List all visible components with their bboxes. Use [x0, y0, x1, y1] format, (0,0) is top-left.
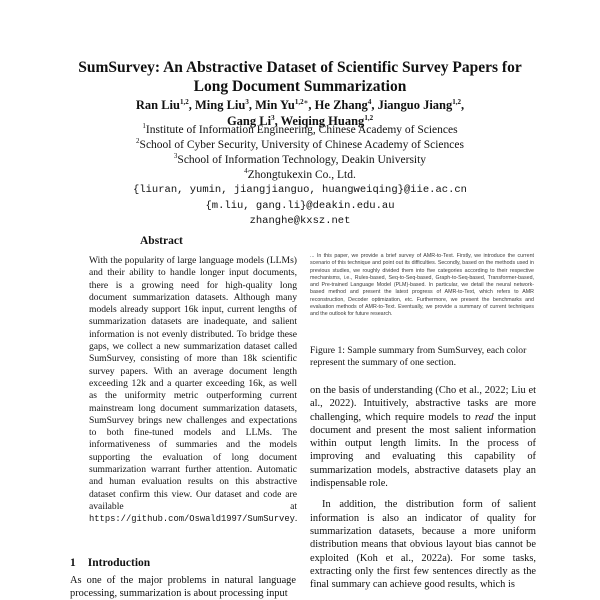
email-list — [60, 183, 540, 230]
abstract-heading: Abstract — [140, 235, 183, 247]
affiliation: $^4$Zhongtukexin Co., Ltd. — [244, 167, 356, 181]
code-link[interactable]: https://github.com/Oswald1997/SumSurvey — [89, 514, 295, 525]
figure-caption: Figure 1: Sample summary from SumSurvey, each color represent the summary of one section. — [310, 345, 527, 369]
author-line-2: Gang Li$^3$, Weiqing Huang$^{1,2}$ — [226, 113, 374, 128]
abstract-body: With the popularity of large language models (LLMs) and their ability to handle longer input documents, there is a growing need for high-quality long document summarization datasets. Although many models already support 16k input, current lengths of summarization datasets are inadequate, and salient information is not evenly distributed. To bridge these gaps, we collect a new summarization dataset called SumSurvey, consisting of more than 18k scientific survey papers. With an average document length exceeding 12k and a quarter exceeding 16k, as well as the uniformity metric outperforming current mainstream long document summarization datasets, SumSurvey brings new challenges and expectations to both fine-tuned models and LLMs. The informativeness of summaries and the models supporting the evaluation of long document summarization warrant further attention. Automatic and human evaluation results on this abstractive dataset confirm this view. Our dataset and code are available at https://github.com/Oswald1997/SumSurvey. — [89, 255, 298, 525]
paragraph: In addition, the distribution form of salient information is also an indicator of quality for summarization datasets, because a more uniform distribution means that obvious layout bias cannot be exploited (Koh et al., 2022a). For some tasks, extracting only the first few sentences directly as the final summary can achieve good results, which is — [310, 499, 536, 591]
email: zhanghe@kxsz.net — [249, 215, 351, 227]
section-heading-introduction: 1 Introduction — [70, 557, 151, 569]
paper-title: SumSurvey: An Abstractive Dataset of Scientific Survey Papers for Long Document Summarization — [78, 59, 522, 95]
affiliation: $^3$School of Information Technology, Deakin University — [173, 152, 427, 166]
email: {m.liu, gang.li}@deakin.edu.au — [205, 199, 395, 212]
email: {liuran, yumin, jiangjianguo, huangweiqing}@iie.ac.cn — [133, 184, 467, 196]
author: Gang Li$^3$ — [226, 113, 275, 128]
author: Min $Yu^{1,2∗}$ — [255, 97, 309, 112]
right-column-body — [310, 384, 536, 591]
introduction-body: As one of the major problems in natural language processing, summarization is about processing input — [70, 575, 296, 600]
author: Jianguo Jiang$^{1,2}$ — [377, 97, 461, 112]
paragraph: on the basis of understanding (Cho et al., 2022; Liu et al., 2022). Intuitively, abstractive tasks are more challenging, which require models to read the input document and present the most salient information within output length limits. In the process of improving and evaluating this capability of summarization models, abstractive datasets play an indispensable role. — [310, 385, 536, 490]
author: He Zhang$^4$ — [314, 97, 372, 112]
author: Ran Liu$^{1,2}$ — [135, 97, 189, 112]
figure-sample-summary: ... In this paper, we provide a brief survey of AMR-to-Text. Firstly, we introduce the current scenario of this technique and point out its difficulties. Secondly, based on the methods used in previous studies, we roughly divided them into five categories according to their respective mechanisms, i.e., Rules-based, Seq-to-Seq-based, Graph-to-Seq-based, Transformer-based, and Pre-trained Language Model (PLM)-based. In particular, we detail the neural network-based method and present the latest progress of AMR-to-Text, which refers to AMR reconstruction, Decoder optimization, etc. Furthermore, we present the benchmarks and evaluation methods of AMR-to-Text. Eventually, we provide a summary of current techniques and the outlook for future research. — [310, 253, 534, 318]
affiliation: $^1$Institute of Information Engineering, Chinese Academy of Sciences — [142, 122, 458, 136]
author-line-1: Ran Liu$^{1,2}$, Ming Liu$^3$, Min $Yu^{1,2∗}$, He Zhang$^4$, Jianguo Jiang$^{1,2}$, — [135, 97, 465, 112]
affiliation-list — [60, 123, 540, 183]
author: Weiqing Huang$^{1,2}$ — [280, 113, 374, 128]
affiliation: $^2$School of Cyber Security, University of Chinese Academy of Sciences — [136, 137, 464, 151]
author: Ming Liu$^3$ — [194, 97, 249, 112]
